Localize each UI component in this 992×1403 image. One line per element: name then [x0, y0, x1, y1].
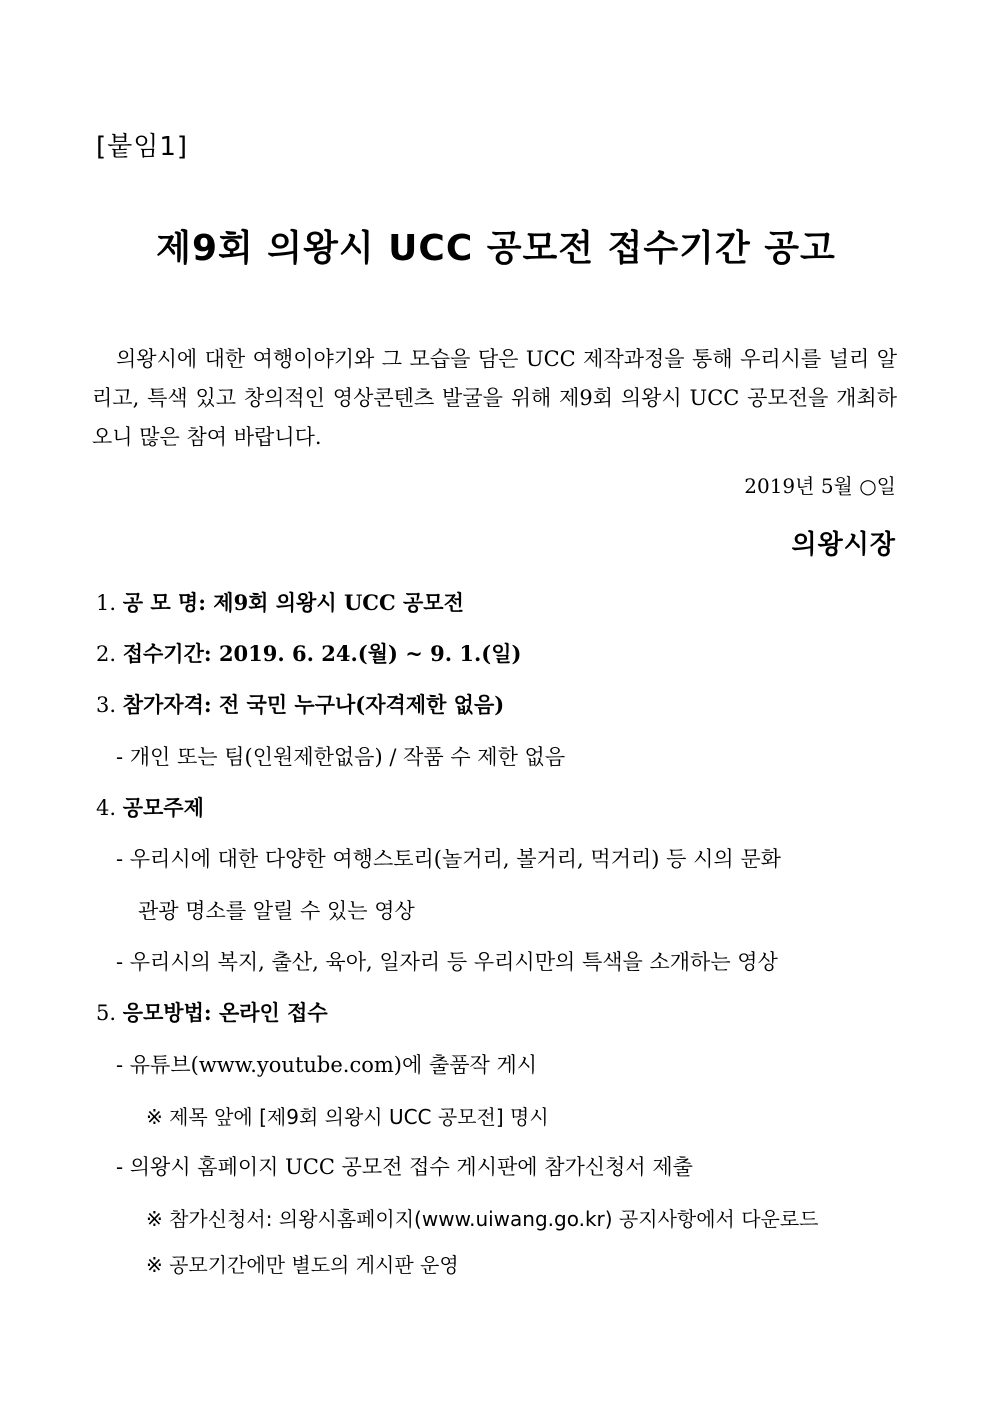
- signer: 의왕시장: [791, 530, 896, 560]
- item-label: 참가자격: 전 국민 누구나(자격제한 없음): [122, 692, 505, 717]
- item-number: 3.: [96, 693, 117, 717]
- method-note-2: ※ 참가신청서: 의왕시홈페이지(www.uiwang.go.kr) 공지사항에서 다운로드: [146, 1207, 819, 1231]
- attachment-label: [붙임1]: [96, 132, 189, 162]
- item-eligibility: [96, 689, 504, 719]
- method-note-1: ※ 제목 앞에 [제9회 의왕시 UCC 공모전] 명시: [146, 1105, 549, 1129]
- theme-detail-2: - 우리시의 복지, 출산, 육아, 일자리 등 우리시만의 특색을 소개하는 영상: [116, 950, 778, 974]
- eligibility-detail: - 개인 또는 팀(인원제한없음) / 작품 수 제한 없음: [116, 745, 566, 769]
- page-title: 제9회 의왕시 UCC 공모전 접수기간 공고: [156, 228, 836, 269]
- method-detail-1: - 유튜브(www.youtube.com)에 출품작 게시: [116, 1053, 538, 1077]
- item-application-method: [96, 997, 328, 1027]
- item-number: 4.: [96, 796, 117, 820]
- method-detail-2: - 의왕시 홈페이지 UCC 공모전 접수 게시판에 참가신청서 제출: [116, 1155, 693, 1179]
- item-label: 공 모 명: 제9회 의왕시 UCC 공모전: [122, 590, 464, 615]
- theme-detail-1: - 우리시에 대한 다양한 여행스토리(놀거리, 볼거리, 먹거리) 등 시의 문화: [116, 847, 781, 871]
- item-label: 접수기간: 2019. 6. 24.(월) ~ 9. 1.(일): [122, 641, 522, 666]
- item-number: 5.: [96, 1001, 117, 1025]
- method-note-3: ※ 공모기간에만 별도의 게시판 운영: [146, 1253, 459, 1277]
- item-submission-period: [96, 638, 521, 668]
- item-label: 공모주제: [122, 795, 204, 820]
- item-theme: [96, 792, 204, 822]
- item-label: 응모방법: 온라인 접수: [122, 1000, 328, 1025]
- theme-detail-1-continued: 관광 명소를 알릴 수 있는 영상: [138, 899, 415, 923]
- item-number: 2.: [96, 642, 117, 666]
- item-number: 1.: [96, 591, 117, 615]
- announcement-date: 2019년 5월 ○일: [744, 474, 896, 498]
- intro-paragraph: 의왕시에 대한 여행이야기와 그 모습을 담은 UCC 제작과정을 통해 우리시를 널리 알리고, 특색 있고 창의적인 영상콘텐츠 발굴을 위해 제9회 의왕시 UCC 공모전을 개최하오니 많은 참여 바랍니다.: [92, 347, 897, 449]
- item-contest-name: [96, 587, 464, 617]
